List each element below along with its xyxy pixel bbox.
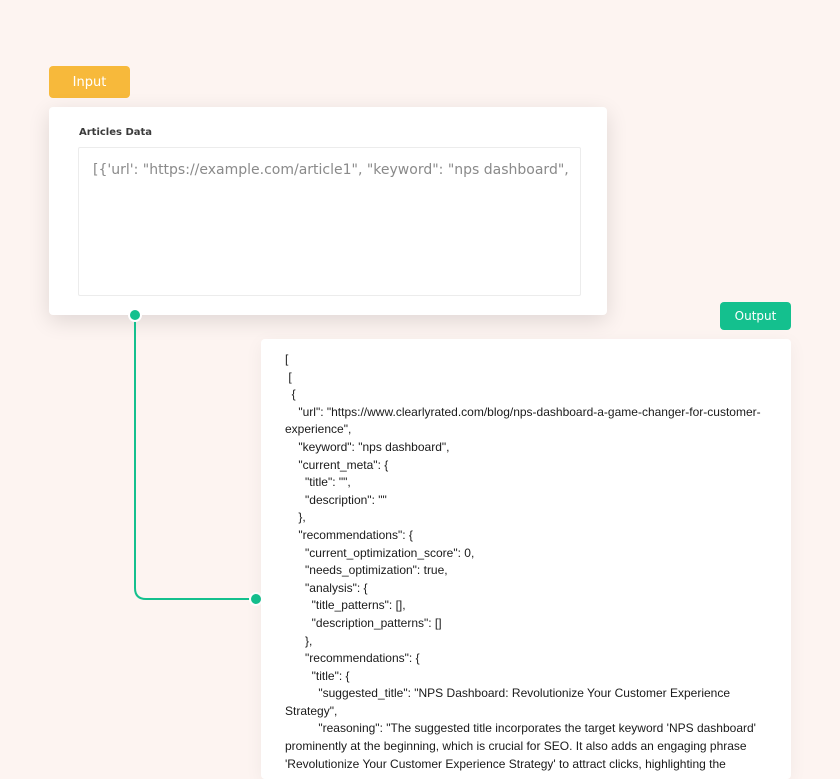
output-card <box>261 339 791 779</box>
output-badge-label: Output <box>734 309 777 323</box>
connector-line <box>135 315 256 599</box>
output-json-text: [ [ { "url": "https://www.clearlyrated.com/blog/nps-dashboard-a-game-changer-for-customer-experience", "keyword": "nps dashboard", "current_meta": { "title": "", "description": "" }, "recommendations": { "current_optimization_score": 0, "needs_optimization": true, "analysis": { "title_patterns": [], "description_patterns": [] }, "recommendations": { "title": { "suggested_title": "NPS Dashboard: Revolutionize Your Customer Experience Strategy", "reasoning": "The suggested title incorporates the target keyword 'NPS dashboard' prominently at the beginning, which is crucial for SEO. It also adds an engaging phrase 'Revolutionize Your Customer Experience Strategy' to attract clicks, highlighting the <box>285 352 761 771</box>
input-card <box>49 107 607 315</box>
articles-data-label: Articles Data <box>79 127 153 138</box>
articles-data-input[interactable]: [{'url': "https://example.com/article1", "keyword": "nps dashboard", <box>78 147 581 296</box>
input-badge-label: Input <box>72 74 107 90</box>
output-badge <box>720 302 791 330</box>
input-badge <box>49 66 130 98</box>
